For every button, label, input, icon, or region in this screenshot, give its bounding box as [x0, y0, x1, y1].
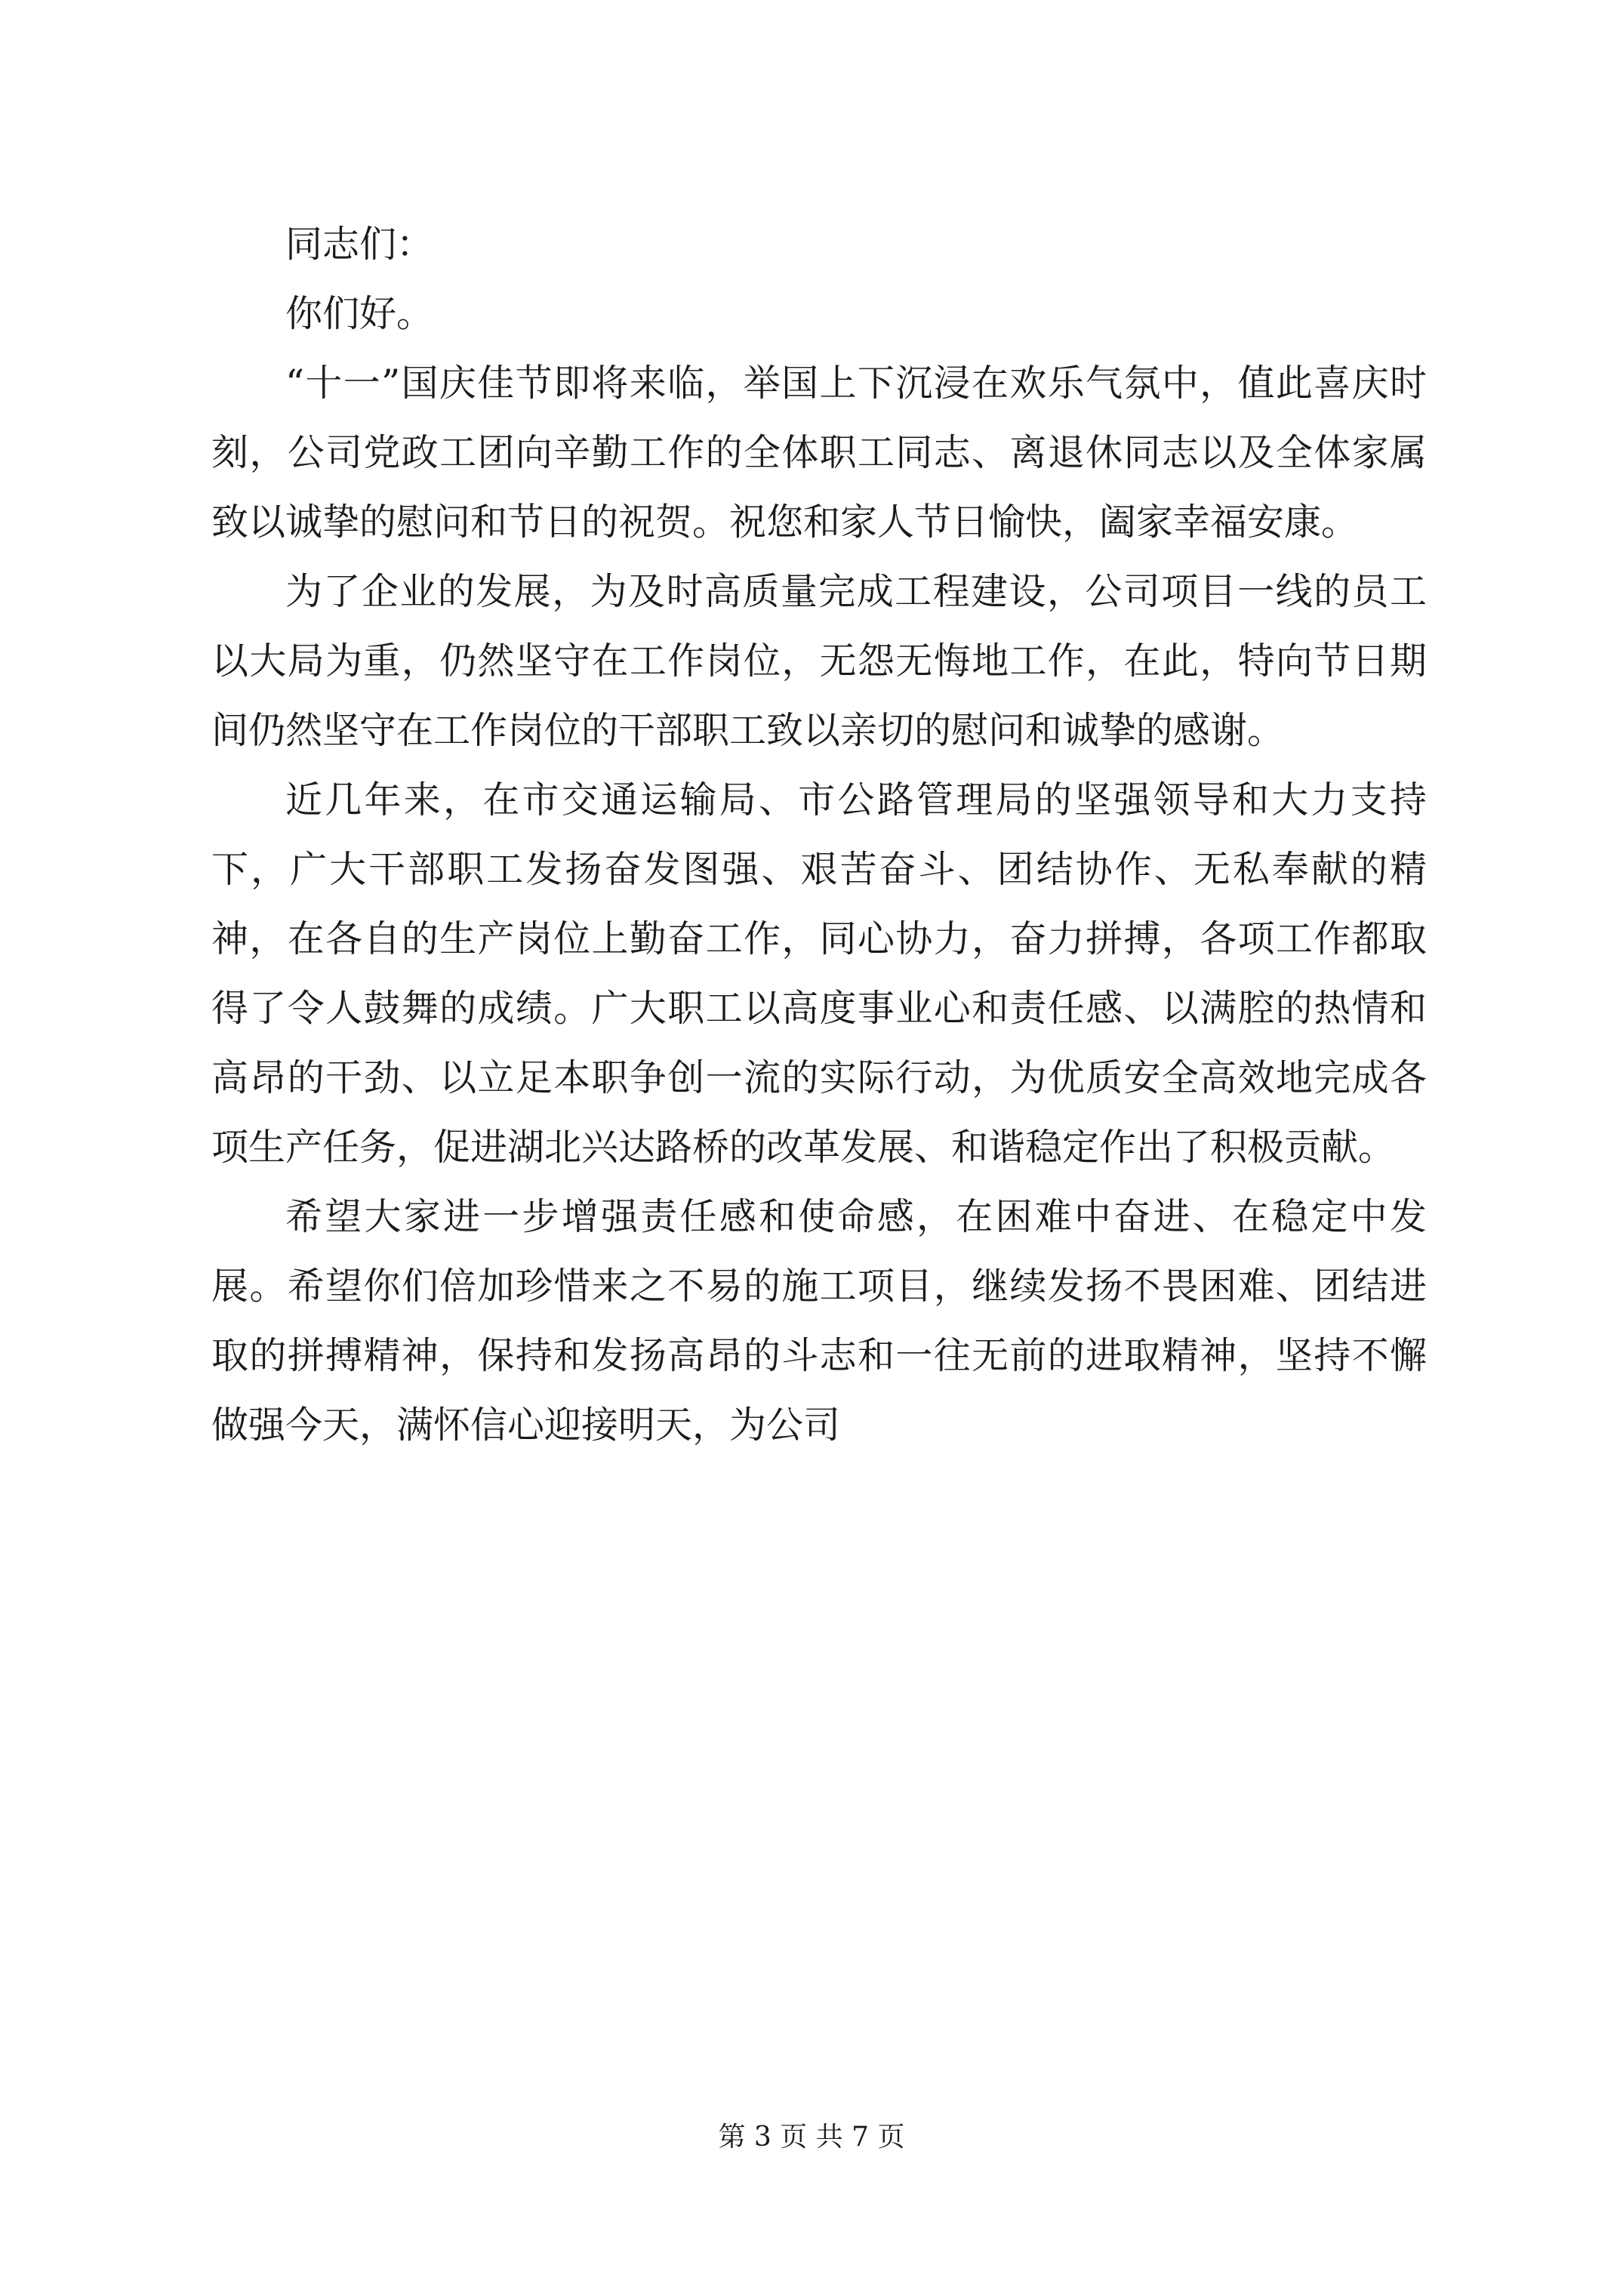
page-number: 第 3 页 共 7 页	[718, 2122, 905, 2153]
letter-body	[211, 210, 1427, 1460]
paragraph-achievements: 近几年来，在市交通运输局、市公路管理局的坚强领导和大力支持下，广大干部职工发扬奋发图强、艰苦奋斗、团结协作、无私奉献的精神，在各自的生产岗位上勤奋工作，同心协力，奋力拼搏，各项工作都取得了令人鼓舞的成绩。广大职工以高度事业心和责任感、以满腔的热情和高昂的干劲、以立足本职争创一流的实际行动，为优质安全高效地完成各项生产任务，促进湖北兴达路桥的改革发展、和谐稳定作出了积极贡献。	[211, 778, 1427, 1169]
salutation: 同志们：	[285, 223, 434, 266]
paragraph-holiday-greeting: “十一”国庆佳节即将来临，举国上下沉浸在欢乐气氛中，值此喜庆时刻，公司党政工团向辛勤工作的全体职工同志、离退休同志以及全体家属致以诚挚的慰问和节日的祝贺。祝您和家人节日愉快，阖家幸福安康。	[211, 362, 1427, 544]
greeting: 你们好。	[285, 292, 434, 335]
paragraph-frontline-thanks: 为了企业的发展，为及时高质量完成工程建设，公司项目一线的员工以大局为重，仍然坚守在工作岗位，无怨无悔地工作，在此，特向节日期间仍然坚守在工作岗位的干部职工致以亲切的慰问和诚挚的感谢。	[211, 570, 1427, 752]
paragraph-expectations: 希望大家进一步增强责任感和使命感，在困难中奋进、在稳定中发展。希望你们倍加珍惜来之不易的施工项目，继续发扬不畏困难、团结进取的拼搏精神，保持和发扬高昂的斗志和一往无前的进取精神，坚持不懈做强今天，满怀信心迎接明天，为公司	[211, 1195, 1427, 1447]
